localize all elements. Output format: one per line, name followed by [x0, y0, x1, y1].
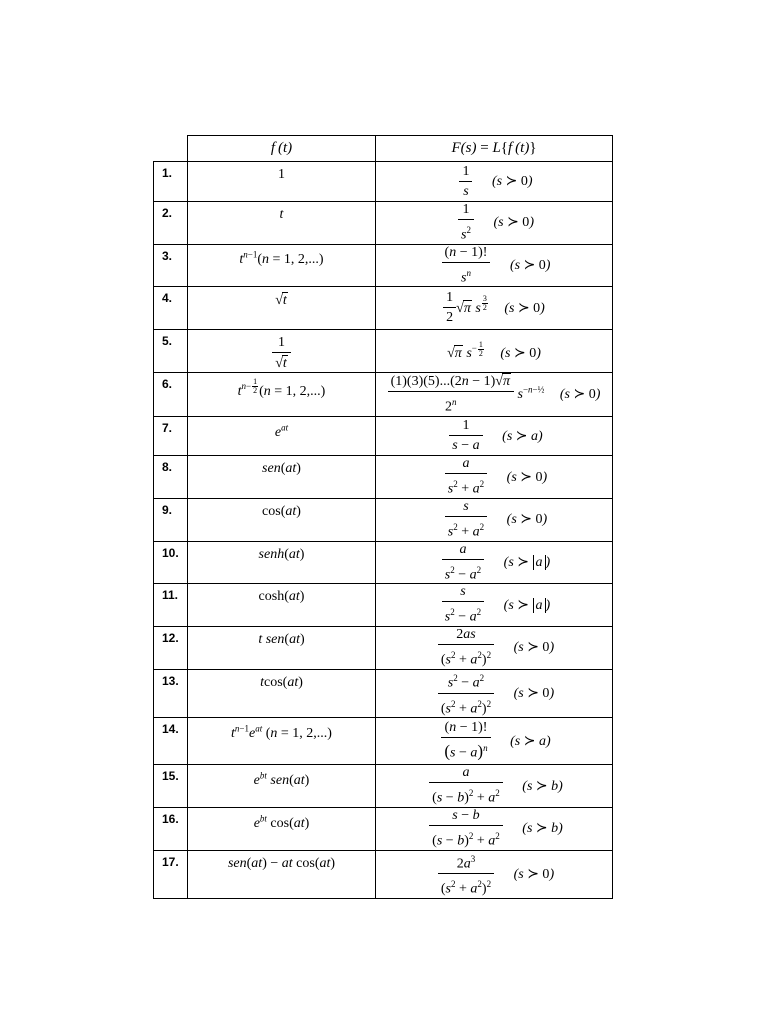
- f-of-t-cell: tcos(at): [188, 669, 376, 717]
- laplace-cell: [376, 417, 613, 456]
- table-row: [154, 718, 613, 765]
- convergence-condition: (s ≻ 0): [506, 512, 548, 528]
- convergence-condition: (s ≻ a): [510, 733, 551, 749]
- f-of-t-cell: 1: [188, 162, 376, 202]
- laplace-cell: [376, 373, 613, 417]
- laplace-cell: [376, 765, 613, 808]
- laplace-cell: [376, 850, 613, 898]
- row-number: 10.: [154, 541, 188, 584]
- row-number: 13.: [154, 669, 188, 717]
- laplace-cell: [376, 584, 613, 627]
- convergence-condition: (s ≻ 0): [504, 300, 545, 316]
- table-row: [154, 330, 613, 373]
- laplace-cell: [376, 718, 613, 765]
- laplace-expression: $\frac{1}{s - a}$: [449, 418, 482, 454]
- row-number: 8.: [154, 456, 188, 499]
- header-F-label: F(s) = L{f (t)}: [451, 140, 537, 156]
- row-number: 11.: [154, 584, 188, 627]
- convergence-condition: (s ≻ 0): [513, 640, 555, 656]
- empty-corner-cell: [154, 136, 188, 162]
- f-of-t-cell: $t^{n-1}e^{at}$ (n = 1, 2,...): [188, 718, 376, 765]
- table-row: [154, 669, 613, 717]
- laplace-transform-table: [153, 135, 613, 899]
- convergence-condition: (s ≻ 0): [513, 686, 555, 702]
- table-row: [154, 287, 613, 330]
- laplace-expression: $\frac{s}{s^2 + a^2}$: [445, 499, 487, 541]
- laplace-cell: [376, 541, 613, 584]
- f-of-t-cell: sen(at) − at cos(at): [188, 850, 376, 898]
- f-of-t-cell: t sen(at): [188, 626, 376, 669]
- table-row: [154, 202, 613, 245]
- row-number: 16.: [154, 807, 188, 850]
- laplace-expression: $\frac{1}{s^2}$: [458, 202, 474, 244]
- laplace-expression: $\frac{2a^3}{(s^2 + a^2)^2}$: [438, 851, 494, 898]
- laplace-cell: [376, 626, 613, 669]
- laplace-cell: [376, 162, 613, 202]
- row-number: 6.: [154, 373, 188, 417]
- laplace-cell: [376, 244, 613, 287]
- convergence-condition: (s ≻ a ): [503, 597, 551, 613]
- f-of-t-cell: sen(at): [188, 456, 376, 499]
- row-number: 4.: [154, 287, 188, 330]
- convergence-condition: (s ≻ 0): [500, 346, 541, 362]
- f-of-t-cell: $t^{n- \frac{1}{2}}$ (n = 1, 2,...): [188, 373, 376, 417]
- laplace-cell: [376, 330, 613, 373]
- laplace-cell: [376, 498, 613, 541]
- row-number: 9.: [154, 498, 188, 541]
- laplace-cell: [376, 202, 613, 245]
- laplace-expression: $\frac{(n - 1)!}{s^n}$: [442, 245, 491, 287]
- header-f-label: f (t): [270, 140, 293, 156]
- convergence-condition: (s ≻ b): [522, 821, 563, 837]
- laplace-expression: √π $s^{- \frac{1}{2}}$: [447, 339, 483, 361]
- laplace-expression: $\frac{1}{2}$ √π s $^{\frac{3}{2}}$: [443, 301, 489, 316]
- f-of-t-cell: $e^{bt}$ cos(at): [188, 807, 376, 850]
- table-row: [154, 417, 613, 456]
- laplace-cell: [376, 287, 613, 330]
- table-row: [154, 765, 613, 808]
- row-number: 14.: [154, 718, 188, 765]
- table-row: [154, 807, 613, 850]
- laplace-expression: $\frac{s^2 - a^2}{(s^2 + a^2)^2}$: [438, 670, 494, 717]
- convergence-condition: (s ≻ a ): [503, 554, 551, 570]
- f-of-t-cell: $e^{at}$: [188, 417, 376, 456]
- table-row: [154, 626, 613, 669]
- convergence-condition: (s ≻ 0): [559, 387, 601, 403]
- f-of-t-cell: $e^{bt}$ sen(at): [188, 765, 376, 808]
- f-of-t-cell: $t^{n-1}(n = 1$, 2,...): [188, 244, 376, 287]
- f-of-t-cell: senh(at): [188, 541, 376, 584]
- table-row: [154, 541, 613, 584]
- convergence-condition: (s ≻ 0): [513, 866, 555, 882]
- convergence-condition: (s ≻ 0): [506, 469, 548, 485]
- row-number: 17.: [154, 850, 188, 898]
- laplace-expression: $\frac{a}{s^2 - a^2}$: [442, 542, 484, 584]
- table-row: [154, 373, 613, 417]
- table-header-row: [154, 136, 613, 162]
- header-F-of-s: [376, 136, 613, 162]
- f-of-t-cell: $\frac{1}{√t}$: [188, 330, 376, 373]
- row-number: 7.: [154, 417, 188, 456]
- table-row: [154, 850, 613, 898]
- row-number: 15.: [154, 765, 188, 808]
- laplace-expression: $\frac{s}{s^2 - a^2}$: [442, 584, 484, 626]
- laplace-cell: [376, 807, 613, 850]
- row-number: 3.: [154, 244, 188, 287]
- row-number: 1.: [154, 162, 188, 202]
- laplace-cell: [376, 669, 613, 717]
- row-number: 5.: [154, 330, 188, 373]
- convergence-condition: (s ≻ 0): [493, 215, 534, 231]
- table-row: [154, 584, 613, 627]
- laplace-cell: [376, 456, 613, 499]
- convergence-condition: (s ≻ b): [522, 778, 563, 794]
- laplace-expression: $\frac{(1)(3)(5)...(2n - 1)√\pi}{2^n}$ $s^{-n-\frac{1}{2}}$: [388, 387, 545, 402]
- table-row: [154, 244, 613, 287]
- convergence-condition: (s ≻ a): [502, 428, 543, 444]
- laplace-expression: $\frac{a}{s^2 + a^2}$: [445, 456, 487, 498]
- f-of-t-cell: t: [188, 202, 376, 245]
- f-of-t-cell: cos(at): [188, 498, 376, 541]
- row-number: 12.: [154, 626, 188, 669]
- laplace-expression: $\frac{s - b}{(s - b)^2 + a^2}$: [429, 808, 503, 850]
- f-of-t-cell: √t: [188, 287, 376, 330]
- table-row: [154, 162, 613, 202]
- f-of-t-cell: cosh(at): [188, 584, 376, 627]
- convergence-condition: (s ≻ 0): [491, 174, 533, 189]
- table-row: [154, 456, 613, 499]
- row-number: 2.: [154, 202, 188, 245]
- laplace-expression: $\frac{2as}{(s^2 + a^2)^2}$: [438, 627, 494, 669]
- convergence-condition: (s ≻ 0): [509, 257, 551, 273]
- laplace-expression: $\frac{1}{s}$: [459, 164, 472, 200]
- laplace-expression: $\frac{(n - 1)!}{(s - a)^n}$: [441, 720, 490, 762]
- header-f-of-t: [188, 136, 376, 162]
- table-row: [154, 498, 613, 541]
- laplace-expression: $\frac{a}{(s - b)^2 + a^2}$: [429, 765, 503, 807]
